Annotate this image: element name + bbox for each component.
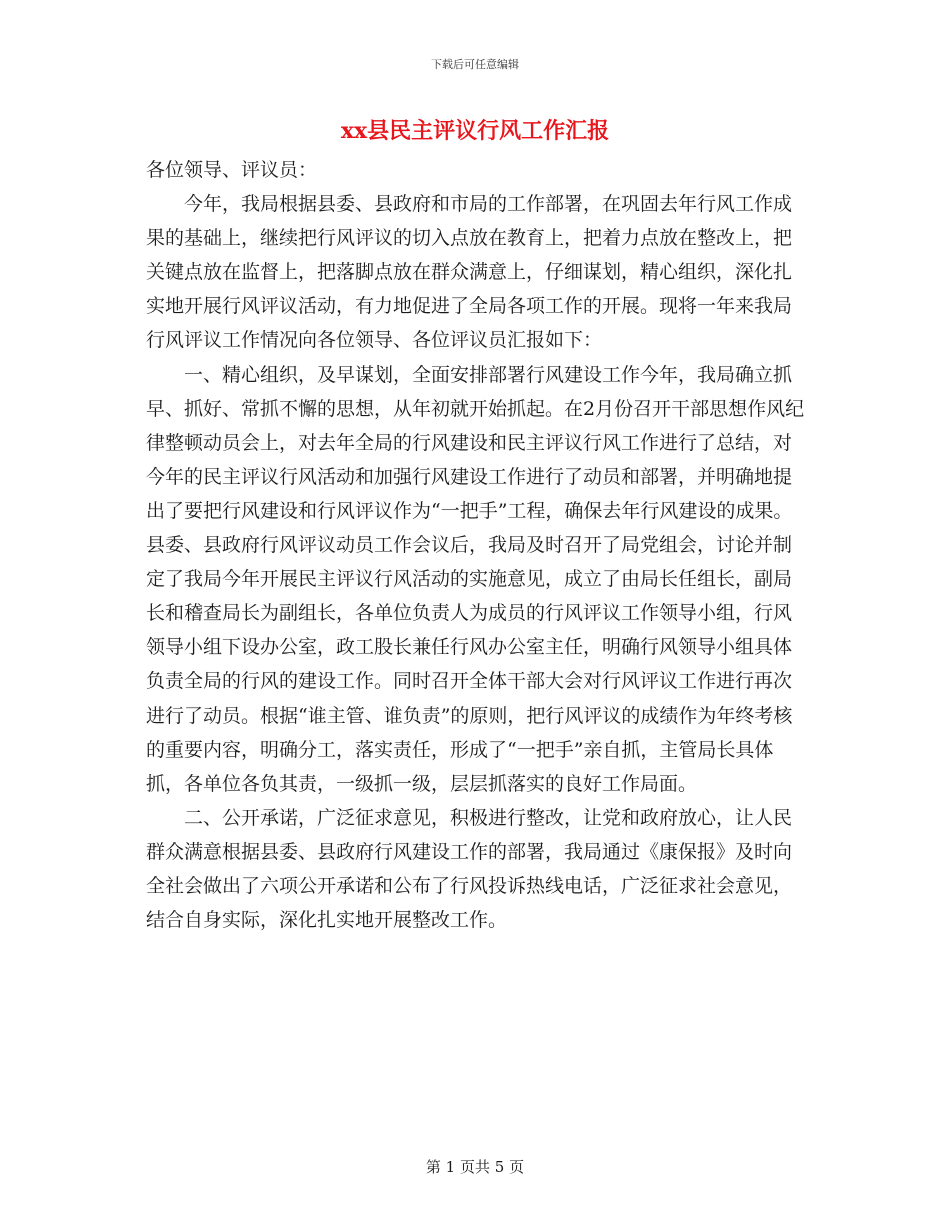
- paragraph-intro: 今年，我局根据县委、县政府和市局的工作部署，在巩固去年行风工作成果的基础上，继续把行风评议的切入点放在教育上，把着力点放在整改上，把关键点放在监督上，把落脚点放在群众满意上，仔细谋划，精心组织，深化扎实地开展行风评议活动，有力地促进了全局各项工作的开展。现将一年来我局行风评议工作情况向各位领导、各位评议员汇报如下：: [146, 193, 793, 352]
- header-note: 下载后可任意编辑: [431, 58, 519, 71]
- paragraph-section-1: 一、精心组织，及早谋划，全面安排部署行风建设工作今年，我局确立抓早、抓好、常抓不懈的思想，从年初就开始抓起。在2月份召开干部思想作风纪律整顿动员会上，对去年全局的行风建设和民主评议行风工作进行了总结，对今年的民主评议行风活动和加强行风建设工作进行了动员和部署，并明确地提出了要把行风建设和行风评议作为“一把手”工程，确保去年行风建设的成果。县委、县政府行风评议动员工作会议后，我局及时召开了局党组会，讨论并制定了我局今年开展民主评议行风活动的实施意见，成立了由局长任组长，副局长和稽查局长为副组长，各单位负责人为成员的行风评议工作领导小组，行风领导小组下设办公室，政工股长兼任行风办公室主任，明确行风领导小组具体负责全局的行风的建设工作。同时召开全体干部大会对行风评议工作进行再次进行了动员。根据“谁主管、谁负责”的原则，把行风评议的成绩作为年终考核的重要内容，明确分工，落实责任，形成了“一把手”亲自抓，主管局长具体抓，各单位各负其责，一级抓一级，层层抓落实的良好工作局面。: [146, 363, 805, 795]
- document-title: xx县民主评议行风工作汇报: [340, 118, 610, 144]
- page-number-footer: 第 1 页共 5 页: [425, 1158, 525, 1176]
- document-body: [146, 153, 806, 937]
- salutation: 各位领导、评议员：: [146, 159, 318, 181]
- paragraph-section-2: 二、公开承诺，广泛征求意见，积极进行整改，让党和政府放心，让人民群众满意根据县委、县政府行风建设工作的部署，我局通过《康保报》及时向全社会做出了六项公开承诺和公布了行风投诉热线电话，广泛征求社会意见，结合自身实际，深化扎实地开展整改工作。: [146, 806, 793, 932]
